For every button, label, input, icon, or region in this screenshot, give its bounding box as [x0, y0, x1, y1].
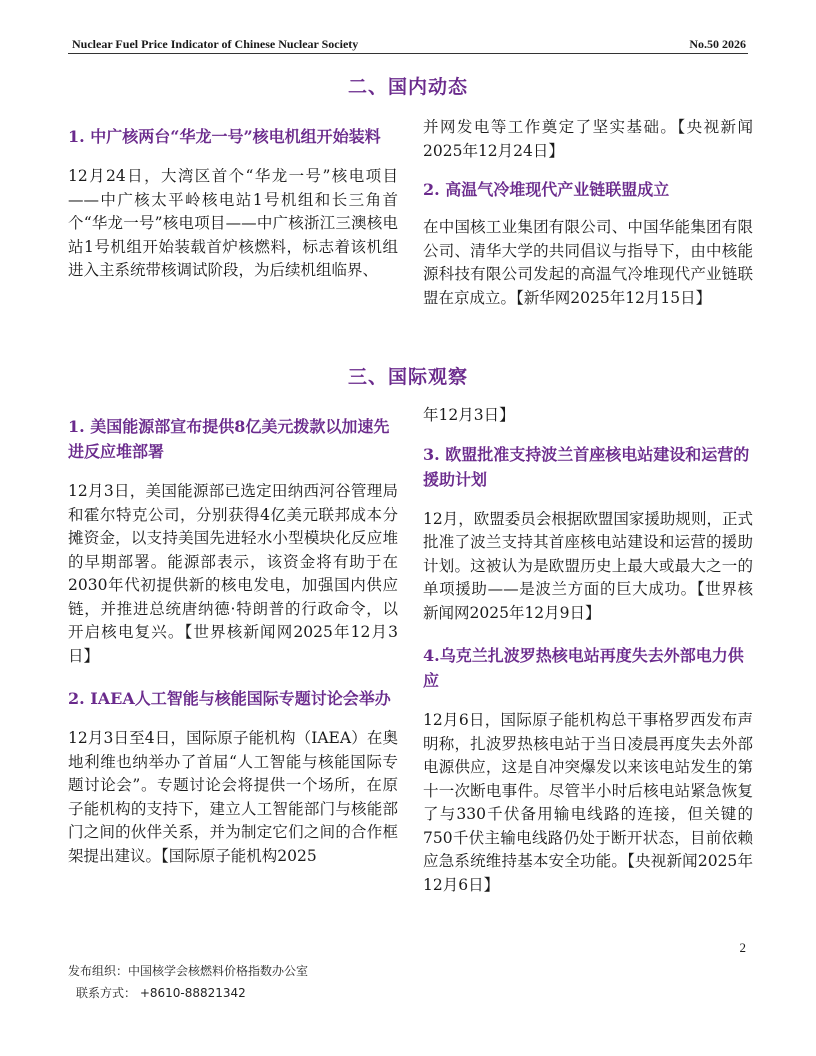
issue-number: No.50 2026 [689, 37, 746, 51]
domestic-right-column [423, 116, 753, 310]
article-body: 12月24日，大湾区首个“华龙一号”核电项目——中广核太平岭核电站1号机组和长三角首个“华龙一号”核电项目——中广核浙江三澳核电站1号机组开始装载首炉核燃料，标志着该机组进入主系统带核调试阶段，为后续机组临界、 [68, 167, 398, 279]
article-title: 1. 中广核两台“华龙一号”核电机组开始装料 [68, 127, 381, 146]
domestic-left-column [68, 124, 398, 283]
article-body: 12月，欧盟委员会根据欧盟国家援助规则，正式批准了波兰支持其首座核电站建设和运营的援助计划。这被认为是欧盟历史上最大或最大之一的单项援助——是波兰方面的巨大成功。【世界核新闻网2025年12月9日】 [423, 509, 753, 622]
footer-publisher: 发布组织：中国核学会核燃料价格指数办公室 [68, 964, 309, 978]
page-number: 2 [739, 940, 746, 955]
footer-contact: 联系方式： +8610-88821342 [76, 986, 246, 1000]
article-title: 2. IAEA人工智能与核能国际专题讨论会举办 [68, 689, 391, 708]
page-header [68, 37, 748, 54]
section-title-domestic: 二、国内动态 [347, 76, 468, 98]
article-title: 3. 欧盟批准支持波兰首座核电站建设和运营的援助计划 [423, 444, 750, 489]
article-title: 2. 高温气冷堆现代产业链联盟成立 [423, 180, 670, 199]
article-body: 在中国核工业集团有限公司、中国华能集团有限公司、清华大学的共同倡议与指导下，由中核能源科技有限公司发起的高温气冷堆现代产业链联盟在京成立。【新华网2025年12月15日】 [423, 218, 753, 307]
article-title: 1. 美国能源部宣布提供8亿美元拨款以加速先进反应堆部署 [68, 417, 390, 461]
article-body: 12月3日，美国能源部已选定田纳西河谷管理局和霍尔特克公司，分别获得4亿美元联邦成本分摊资金，以支持美国先进轻水小型模块化反应堆的早期部署。能源部表示，该资金将有助于在2030年代初提供新的核电发电，加强国内供应链，并推进总统唐纳德·特朗普的行政命令，以开启核电复兴。【世界核新闻网2025年12月3日】 [68, 482, 398, 665]
article-body: 12月3日至4日，国际原子能机构（IAEA）在奥地利维也纳举办了首届“人工智能与核能国际专题讨论会”。专题讨论会将提供一个场所，在原子能机构的支持下，建立人工智能部门与核能部门之间的伙伴关系，并为制定它们之间的合作框架提出建议。【国际原子能机构2025 [68, 729, 398, 865]
article-body: 12月6日，国际原子能机构总干事格罗西发布声明称，扎波罗热核电站于当日凌晨再度失去外部电源供应，这是自冲突爆发以来该电站发生的第十一次断电事件。尽管半小时后核电站紧急恢复了与330千伏备用输电线路的连接，但关键的750千伏主输电线路仍处于断开状态，目前依赖应急系统维持基本安全功能。【央视新闻2025年12月6日】 [423, 711, 753, 894]
article-body-continued: 年12月3日】 [423, 406, 515, 424]
article-title: 4.乌克兰扎波罗热核电站再度失去外部电力供应 [423, 646, 744, 690]
international-right-column [423, 404, 753, 897]
section-title-international: 三、国际观察 [347, 366, 468, 388]
journal-title: Nuclear Fuel Price Indicator of Chinese Nuclear Society [72, 37, 359, 51]
article-body-continued: 并网发电等工作奠定了坚实基础。【央视新闻2025年12月24日】 [423, 118, 753, 160]
international-left-column [68, 414, 398, 868]
